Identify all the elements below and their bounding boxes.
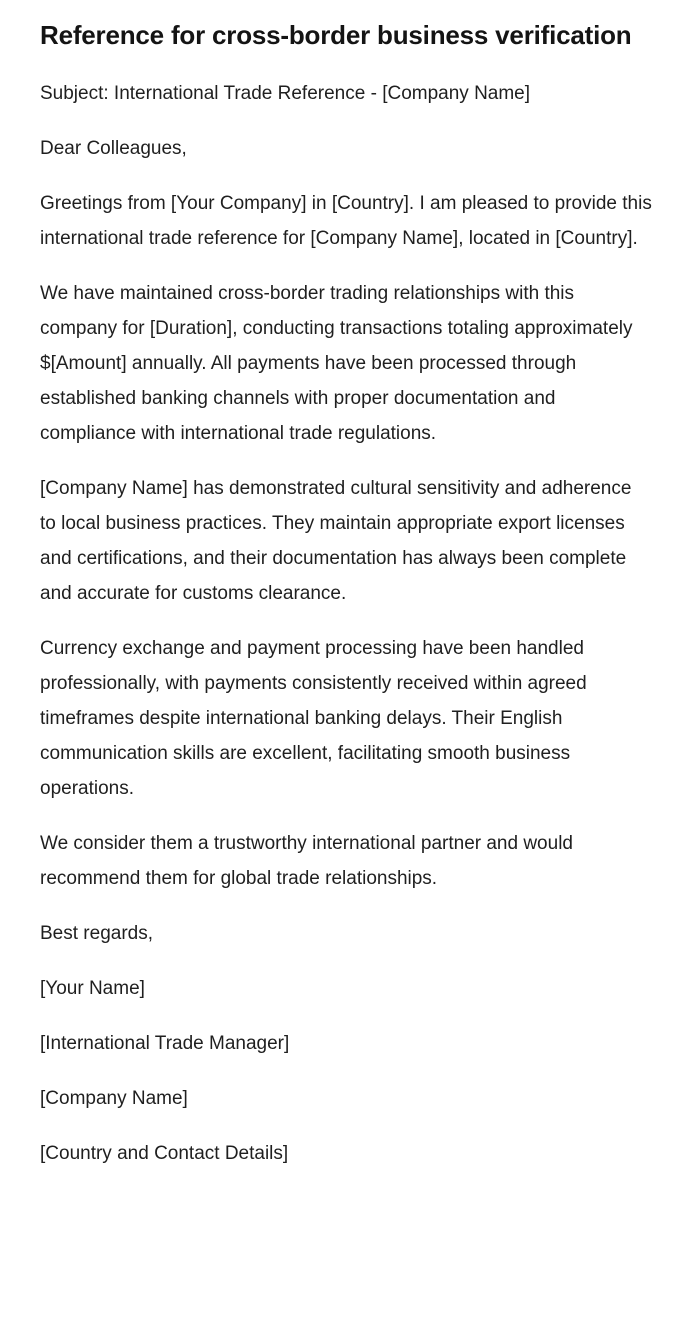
paragraph-introduction: Greetings from [Your Company] in [Country]. I am pleased to provide this international trade reference for [Company Name], located in [Country]. [40,193,652,249]
page-title: Reference for cross-border business verification [40,20,632,50]
paragraph-compliance: [Company Name] has demonstrated cultural sensitivity and adherence to local business practices. They maintain appropriate export licenses and certifications, and their documentation has always been complete and accurate for customs clearance. [40,478,632,604]
paragraph-payments-communication: Currency exchange and payment processing have been handled professionally, with payments consistently received within agreed timeframes despite international banking delays. Their English communication skills are excellent, facilitating smooth business operations. [40,638,587,799]
subject-line: Subject: International Trade Reference - [Company Name] [40,83,531,104]
signature-contact: [Country and Contact Details] [40,1143,289,1164]
signature-role: [International Trade Manager] [40,1033,290,1054]
paragraph-recommendation: We consider them a trustworthy international partner and would recommend them for global trade relationships. [40,833,573,889]
signature-name: [Your Name] [40,978,145,999]
signature-company: [Company Name] [40,1088,188,1109]
closing: Best regards, [40,923,153,944]
salutation: Dear Colleagues, [40,138,187,159]
paragraph-trading-relationship: We have maintained cross-border trading relationships with this company for [Duration], conducting transactions totaling approximately $[Amount] annually. All payments have been processed through established banking channels with proper documentation and compliance with international trade regulations. [40,283,633,444]
